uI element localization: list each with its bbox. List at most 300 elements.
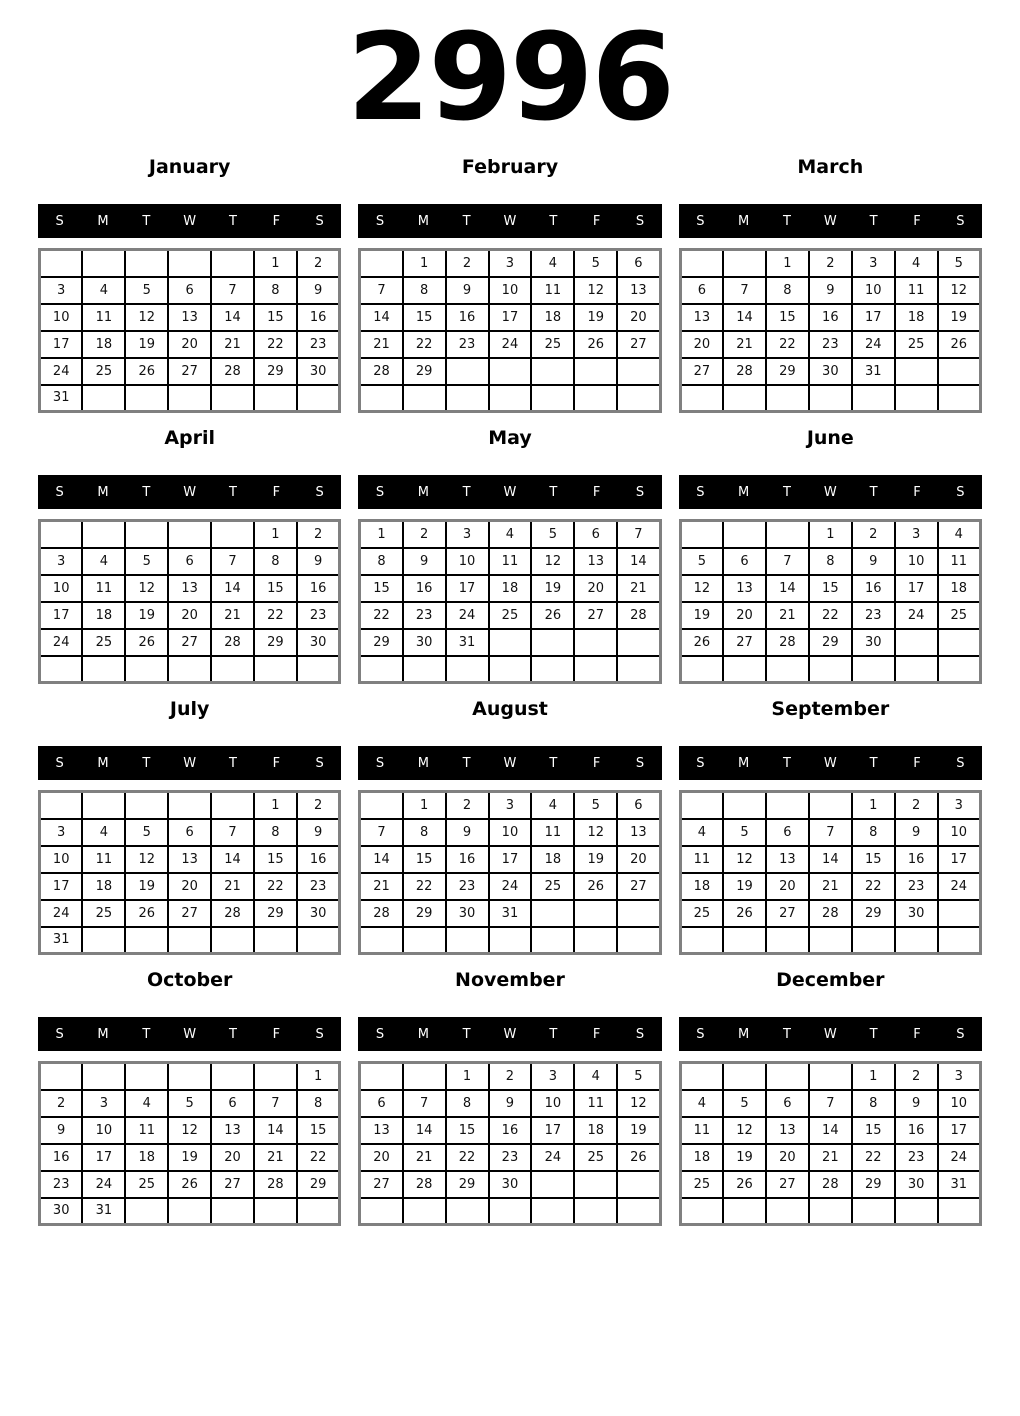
empty-day-cell: [211, 927, 254, 954]
day-cell: 23: [297, 331, 340, 358]
day-cell: 15: [254, 846, 297, 873]
day-cell: 27: [617, 331, 660, 358]
day-cell: 7: [211, 819, 254, 846]
day-cell: 13: [211, 1117, 254, 1144]
day-cell: 15: [254, 575, 297, 602]
empty-day-cell: [360, 250, 403, 277]
month-title: January: [148, 156, 231, 178]
day-cell: 12: [617, 1090, 660, 1117]
empty-day-cell: [680, 521, 723, 548]
day-cell: 16: [895, 846, 938, 873]
week-row: [680, 250, 980, 277]
weekday-label: S: [55, 213, 64, 229]
weekday-label: S: [956, 213, 965, 229]
day-cell: 23: [40, 1171, 83, 1198]
empty-day-cell: [809, 656, 852, 683]
weekday-label: M: [97, 1026, 109, 1042]
empty-day-cell: [125, 1063, 168, 1090]
month-grid-body: [680, 250, 980, 412]
day-cell: 2: [446, 792, 489, 819]
weekday-label: T: [462, 484, 471, 500]
day-cell: 13: [574, 548, 617, 575]
day-cell: 25: [82, 629, 125, 656]
day-cell: 22: [403, 331, 446, 358]
empty-day-cell: [125, 1198, 168, 1225]
weekday-label: T: [229, 755, 237, 771]
weekday-label: S: [696, 1026, 705, 1042]
month-title: July: [169, 698, 210, 720]
day-cell: 11: [82, 304, 125, 331]
empty-day-cell: [254, 1198, 297, 1225]
day-cell: 26: [168, 1171, 211, 1198]
day-cell: 17: [489, 846, 532, 873]
week-row: [40, 927, 340, 954]
weekday-label: S: [375, 755, 385, 771]
weekday-label: F: [272, 755, 281, 771]
day-cell: 22: [360, 602, 403, 629]
week-row: [360, 656, 660, 683]
day-cell: 8: [254, 277, 297, 304]
month-title: June: [806, 427, 854, 449]
day-cell: 24: [895, 602, 938, 629]
day-cell: 6: [723, 548, 766, 575]
weekday-label: T: [229, 213, 237, 229]
month-grid-body: [360, 1063, 660, 1225]
empty-day-cell: [531, 1198, 574, 1225]
day-cell: 10: [82, 1117, 125, 1144]
day-cell: 17: [446, 575, 489, 602]
day-cell: 16: [852, 575, 895, 602]
empty-day-cell: [574, 900, 617, 927]
day-cell: 7: [809, 1090, 852, 1117]
weekday-label: T: [869, 213, 878, 229]
month-block: [679, 969, 982, 1226]
day-cell: 4: [82, 819, 125, 846]
empty-day-cell: [297, 385, 340, 412]
day-cell: 19: [723, 1144, 766, 1171]
empty-day-cell: [82, 385, 125, 412]
empty-day-cell: [574, 385, 617, 412]
month-grid-body: [40, 250, 340, 412]
day-cell: 3: [531, 1063, 574, 1090]
day-cell: 11: [680, 846, 723, 873]
month-grid-table: [358, 519, 661, 684]
empty-day-cell: [489, 629, 532, 656]
week-row: [360, 629, 660, 656]
day-cell: 26: [125, 900, 168, 927]
weekday-label: F: [272, 1026, 281, 1042]
day-cell: 2: [40, 1090, 83, 1117]
week-row: [360, 602, 660, 629]
day-cell: 28: [211, 629, 254, 656]
day-cell: 11: [489, 548, 532, 575]
day-cell: 7: [617, 521, 660, 548]
day-cell: 4: [574, 1063, 617, 1090]
day-cell: 22: [852, 873, 895, 900]
day-cell: 2: [403, 521, 446, 548]
empty-day-cell: [766, 927, 809, 954]
empty-day-cell: [82, 927, 125, 954]
empty-day-cell: [574, 1171, 617, 1198]
empty-day-cell: [895, 629, 938, 656]
day-cell: 24: [852, 331, 895, 358]
weekday-label: W: [183, 1026, 197, 1042]
day-cell: 11: [680, 1117, 723, 1144]
empty-day-cell: [531, 900, 574, 927]
empty-day-cell: [403, 1198, 446, 1225]
empty-day-cell: [168, 792, 211, 819]
day-cell: 6: [168, 548, 211, 575]
day-cell: 15: [446, 1117, 489, 1144]
day-cell: 18: [895, 304, 938, 331]
day-cell: 7: [766, 548, 809, 575]
day-cell: 9: [895, 819, 938, 846]
day-cell: 17: [82, 1144, 125, 1171]
day-cell: 20: [723, 602, 766, 629]
weekday-label: T: [869, 755, 878, 771]
empty-day-cell: [723, 1063, 766, 1090]
weekday-label: M: [417, 755, 429, 771]
weekday-header-bar: [679, 746, 982, 780]
day-cell: 30: [489, 1171, 532, 1198]
day-cell: 10: [938, 1090, 981, 1117]
empty-day-cell: [360, 385, 403, 412]
month-block: [38, 156, 341, 413]
week-row: [360, 331, 660, 358]
day-cell: 24: [531, 1144, 574, 1171]
empty-day-cell: [723, 385, 766, 412]
empty-day-cell: [168, 250, 211, 277]
empty-day-cell: [489, 385, 532, 412]
day-cell: 16: [297, 575, 340, 602]
week-row: [40, 629, 340, 656]
weekday-label: F: [272, 213, 281, 229]
weekday-label: T: [869, 1026, 878, 1042]
day-cell: 18: [125, 1144, 168, 1171]
weekday-label: W: [823, 484, 837, 500]
day-cell: 26: [125, 358, 168, 385]
day-cell: 9: [297, 819, 340, 846]
weekday-label: M: [417, 1026, 429, 1042]
day-cell: 25: [82, 900, 125, 927]
weekday-label: F: [913, 1026, 921, 1042]
weekday-label: W: [823, 1026, 837, 1042]
day-cell: 10: [489, 277, 532, 304]
empty-day-cell: [680, 927, 723, 954]
day-cell: 18: [489, 575, 532, 602]
day-cell: 30: [895, 1171, 938, 1198]
month-grid-body: [360, 250, 660, 412]
day-cell: 21: [211, 602, 254, 629]
empty-day-cell: [938, 927, 981, 954]
week-row: [40, 1144, 340, 1171]
weekday-label: F: [272, 484, 281, 500]
day-cell: 18: [82, 331, 125, 358]
week-row: [40, 385, 340, 412]
day-cell: 11: [82, 846, 125, 873]
month-block: [358, 969, 661, 1226]
day-cell: 24: [938, 873, 981, 900]
month-block: [38, 698, 341, 955]
empty-day-cell: [446, 656, 489, 683]
week-row: [40, 602, 340, 629]
month-grid-table: [38, 248, 341, 413]
empty-day-cell: [446, 1198, 489, 1225]
week-row: [360, 873, 660, 900]
day-cell: 28: [809, 900, 852, 927]
empty-day-cell: [617, 656, 660, 683]
day-cell: 28: [211, 900, 254, 927]
empty-day-cell: [446, 927, 489, 954]
week-row: [680, 1171, 980, 1198]
week-row: [40, 1090, 340, 1117]
empty-day-cell: [297, 927, 340, 954]
day-cell: 29: [766, 358, 809, 385]
day-cell: 29: [254, 900, 297, 927]
day-cell: 18: [680, 1144, 723, 1171]
empty-day-cell: [531, 385, 574, 412]
day-cell: 6: [211, 1090, 254, 1117]
day-cell: 15: [360, 575, 403, 602]
week-row: [40, 277, 340, 304]
day-cell: 27: [168, 629, 211, 656]
month-grid-table: [679, 1061, 982, 1226]
weekday-label: M: [97, 213, 109, 229]
month-block: [679, 156, 982, 413]
month-grid-body: [360, 521, 660, 683]
day-cell: 3: [852, 250, 895, 277]
empty-day-cell: [766, 521, 809, 548]
weekday-label: T: [462, 1026, 471, 1042]
day-cell: 28: [617, 602, 660, 629]
weekday-label: T: [229, 1026, 237, 1042]
day-cell: 26: [680, 629, 723, 656]
day-cell: 5: [574, 250, 617, 277]
empty-day-cell: [82, 250, 125, 277]
day-cell: 11: [895, 277, 938, 304]
day-cell: 27: [766, 900, 809, 927]
week-row: [680, 792, 980, 819]
empty-day-cell: [489, 358, 532, 385]
empty-day-cell: [574, 656, 617, 683]
day-cell: 6: [766, 819, 809, 846]
day-cell: 23: [403, 602, 446, 629]
day-cell: 26: [531, 602, 574, 629]
day-cell: 26: [617, 1144, 660, 1171]
week-row: [360, 304, 660, 331]
day-cell: 10: [40, 846, 83, 873]
week-row: [40, 873, 340, 900]
day-cell: 31: [938, 1171, 981, 1198]
weekday-label: M: [738, 484, 750, 500]
empty-day-cell: [617, 358, 660, 385]
day-cell: 21: [617, 575, 660, 602]
empty-day-cell: [723, 1198, 766, 1225]
empty-day-cell: [360, 1063, 403, 1090]
week-row: [360, 1171, 660, 1198]
month-title: May: [488, 427, 532, 449]
day-cell: 25: [82, 358, 125, 385]
empty-day-cell: [40, 792, 83, 819]
weekday-label: F: [913, 484, 921, 500]
day-cell: 16: [403, 575, 446, 602]
month-title: March: [797, 156, 864, 178]
day-cell: 25: [680, 900, 723, 927]
day-cell: 14: [723, 304, 766, 331]
day-cell: 14: [809, 1117, 852, 1144]
empty-day-cell: [211, 521, 254, 548]
day-cell: 30: [403, 629, 446, 656]
weekday-header-bar: [679, 1017, 982, 1051]
day-cell: 12: [125, 846, 168, 873]
day-cell: 7: [211, 548, 254, 575]
weekday-header-bar: [38, 475, 341, 509]
day-cell: 25: [531, 331, 574, 358]
day-cell: 8: [852, 819, 895, 846]
weekday-label: T: [549, 484, 558, 500]
day-cell: 3: [489, 792, 532, 819]
day-cell: 3: [489, 250, 532, 277]
day-cell: 23: [446, 873, 489, 900]
day-cell: 31: [82, 1198, 125, 1225]
day-cell: 28: [254, 1171, 297, 1198]
week-row: [40, 521, 340, 548]
day-cell: 20: [168, 331, 211, 358]
week-row: [680, 629, 980, 656]
day-cell: 2: [809, 250, 852, 277]
day-cell: 1: [254, 792, 297, 819]
weekday-label: W: [503, 1026, 517, 1042]
day-cell: 13: [680, 304, 723, 331]
day-cell: 7: [211, 277, 254, 304]
day-cell: 8: [403, 819, 446, 846]
weekday-label: W: [503, 213, 517, 229]
day-cell: 3: [40, 548, 83, 575]
week-row: [360, 548, 660, 575]
day-cell: 19: [938, 304, 981, 331]
week-row: [680, 1144, 980, 1171]
day-cell: 17: [40, 602, 83, 629]
day-cell: 18: [680, 873, 723, 900]
weekday-header-bar: [358, 1017, 661, 1051]
day-cell: 24: [40, 900, 83, 927]
day-cell: 26: [723, 1171, 766, 1198]
day-cell: 28: [360, 358, 403, 385]
empty-day-cell: [680, 656, 723, 683]
day-cell: 20: [766, 873, 809, 900]
day-cell: 21: [360, 331, 403, 358]
year-title: 2996: [347, 9, 673, 148]
month-grid-body: [680, 1063, 980, 1225]
day-cell: 1: [852, 792, 895, 819]
day-cell: 1: [403, 792, 446, 819]
day-cell: 29: [254, 358, 297, 385]
day-cell: 28: [723, 358, 766, 385]
weekday-label: S: [315, 1026, 324, 1042]
week-row: [680, 873, 980, 900]
week-row: [680, 385, 980, 412]
day-cell: 8: [766, 277, 809, 304]
empty-day-cell: [82, 656, 125, 683]
day-cell: 1: [446, 1063, 489, 1090]
month-block: [38, 427, 341, 684]
day-cell: 22: [254, 873, 297, 900]
empty-day-cell: [125, 927, 168, 954]
empty-day-cell: [403, 385, 446, 412]
weekday-label: T: [462, 213, 471, 229]
empty-day-cell: [574, 629, 617, 656]
day-cell: 9: [403, 548, 446, 575]
day-cell: 15: [403, 304, 446, 331]
empty-day-cell: [168, 385, 211, 412]
empty-day-cell: [895, 656, 938, 683]
day-cell: 9: [489, 1090, 532, 1117]
empty-day-cell: [852, 927, 895, 954]
month-block: [358, 427, 661, 684]
empty-day-cell: [766, 1063, 809, 1090]
day-cell: 3: [82, 1090, 125, 1117]
day-cell: 30: [809, 358, 852, 385]
empty-day-cell: [297, 656, 340, 683]
day-cell: 5: [938, 250, 981, 277]
day-cell: 4: [895, 250, 938, 277]
day-cell: 25: [489, 602, 532, 629]
day-cell: 28: [211, 358, 254, 385]
day-cell: 31: [852, 358, 895, 385]
empty-day-cell: [211, 385, 254, 412]
day-cell: 12: [125, 304, 168, 331]
day-cell: 10: [40, 304, 83, 331]
empty-day-cell: [254, 927, 297, 954]
weekday-label: S: [55, 1026, 64, 1042]
day-cell: 13: [360, 1117, 403, 1144]
empty-day-cell: [125, 385, 168, 412]
empty-day-cell: [852, 656, 895, 683]
week-row: [360, 277, 660, 304]
empty-day-cell: [125, 250, 168, 277]
month-grid-table: [679, 519, 982, 684]
weekday-label: T: [783, 213, 791, 229]
day-cell: 30: [852, 629, 895, 656]
weekday-label: T: [142, 213, 151, 229]
day-cell: 23: [446, 331, 489, 358]
empty-day-cell: [895, 927, 938, 954]
weekday-label: T: [549, 213, 558, 229]
week-row: [40, 575, 340, 602]
empty-day-cell: [403, 656, 446, 683]
day-cell: 11: [574, 1090, 617, 1117]
day-cell: 16: [895, 1117, 938, 1144]
week-row: [680, 819, 980, 846]
empty-day-cell: [82, 1063, 125, 1090]
month-title: November: [455, 969, 565, 991]
day-cell: 29: [852, 900, 895, 927]
day-cell: 17: [895, 575, 938, 602]
empty-day-cell: [40, 656, 83, 683]
day-cell: 12: [125, 575, 168, 602]
week-row: [360, 1198, 660, 1225]
weekday-label: S: [315, 755, 324, 771]
day-cell: 11: [82, 575, 125, 602]
week-row: [680, 277, 980, 304]
weekday-label: S: [956, 484, 965, 500]
day-cell: 17: [40, 331, 83, 358]
day-cell: 21: [403, 1144, 446, 1171]
day-cell: 1: [297, 1063, 340, 1090]
day-cell: 25: [531, 873, 574, 900]
day-cell: 7: [254, 1090, 297, 1117]
day-cell: 6: [168, 819, 211, 846]
